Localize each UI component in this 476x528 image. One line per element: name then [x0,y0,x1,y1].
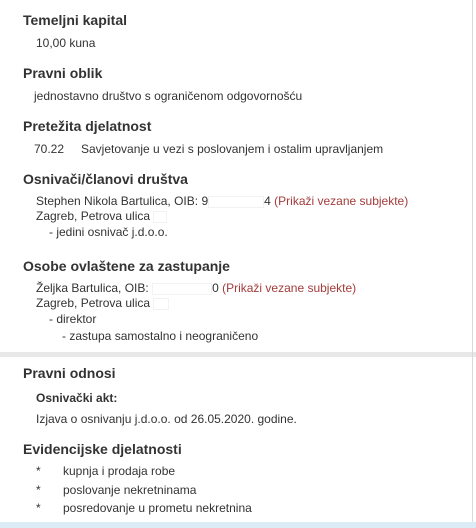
osnivac-vezani-subjekti-link[interactable]: (Prikaži vezane subjekte) [274,194,409,208]
osnivacki-akt-label: Osnivački akt: [36,391,118,405]
redacted-oib [152,283,212,295]
evidencijska-bullet: * [36,483,41,497]
osnivac-name: Stephen Nikola Bartulica, OIB: [36,194,199,208]
zastupnik-line [36,281,356,295]
pravni-oblik-heading: Pravni oblik [23,65,103,81]
osnivac-address-line [36,209,167,223]
zastupnik-name: Željka Bartulica, OIB: [36,281,149,295]
pravni-oblik-value: jednostavno društvo s ograničenom odgovornošću [34,89,303,103]
evidencijska-djelatnost-item: kupnja i prodaja robe [63,464,176,478]
osnivac-role: - jedini osnivač j.d.o.o. [49,225,168,239]
temeljni-kapital-value: 10,00 kuna [36,36,96,50]
zastupnik-address-line [36,296,169,310]
evidencijska-djelatnost-item: posredovanje u prometu nekretnina [63,501,252,515]
zastupnik-oib-end: 0 [212,281,219,295]
temeljni-kapital-heading: Temeljni kapital [23,12,127,28]
evidencijske-heading: Evidencijske djelatnosti [23,441,182,457]
redacted-house-number [153,211,167,223]
osnivacki-akt-value: Izjava o osnivanju j.d.o.o. od 26.05.2020. godine. [36,412,297,426]
bottom-accent-bar [0,522,476,528]
osnivac-address: Zagreb, Petrova ulica [36,209,151,223]
zastupnik-address: Zagreb, Petrova ulica [36,296,151,310]
osobe-ovlastene-heading: Osobe ovlaštene za zastupanje [23,258,230,274]
redacted-oib [208,196,264,208]
osnivac-oib-end: 4 [264,194,271,208]
pravni-odnosi-heading: Pravni odnosi [23,365,116,381]
osnivac-line [36,194,408,208]
panel-border [472,0,473,528]
zastupnik-vezani-subjekti-link[interactable]: (Prikaži vezane subjekte) [222,281,357,295]
zastupnik-role: - direktor [49,312,97,326]
pretezita-djelatnost-heading: Pretežita djelatnost [23,118,152,134]
redacted-house-number [153,298,169,310]
djelatnost-code: 70.22 [34,142,65,156]
evidencijska-djelatnost-item: poslovanje nekretninama [63,483,197,497]
legal-relations-panel [0,357,472,528]
evidencijska-bullet: * [36,464,41,478]
osnivac-oib-start: 9 [201,194,209,208]
osnivaci-heading: Osnivači/članovi društva [23,171,188,187]
zastupnik-note: - zastupa samostalno i neograničeno [62,329,259,343]
djelatnost-description: Savjetovanje u vezi s poslovanjem i ostalim upravljanjem [81,142,384,156]
evidencijska-bullet: * [36,501,41,515]
